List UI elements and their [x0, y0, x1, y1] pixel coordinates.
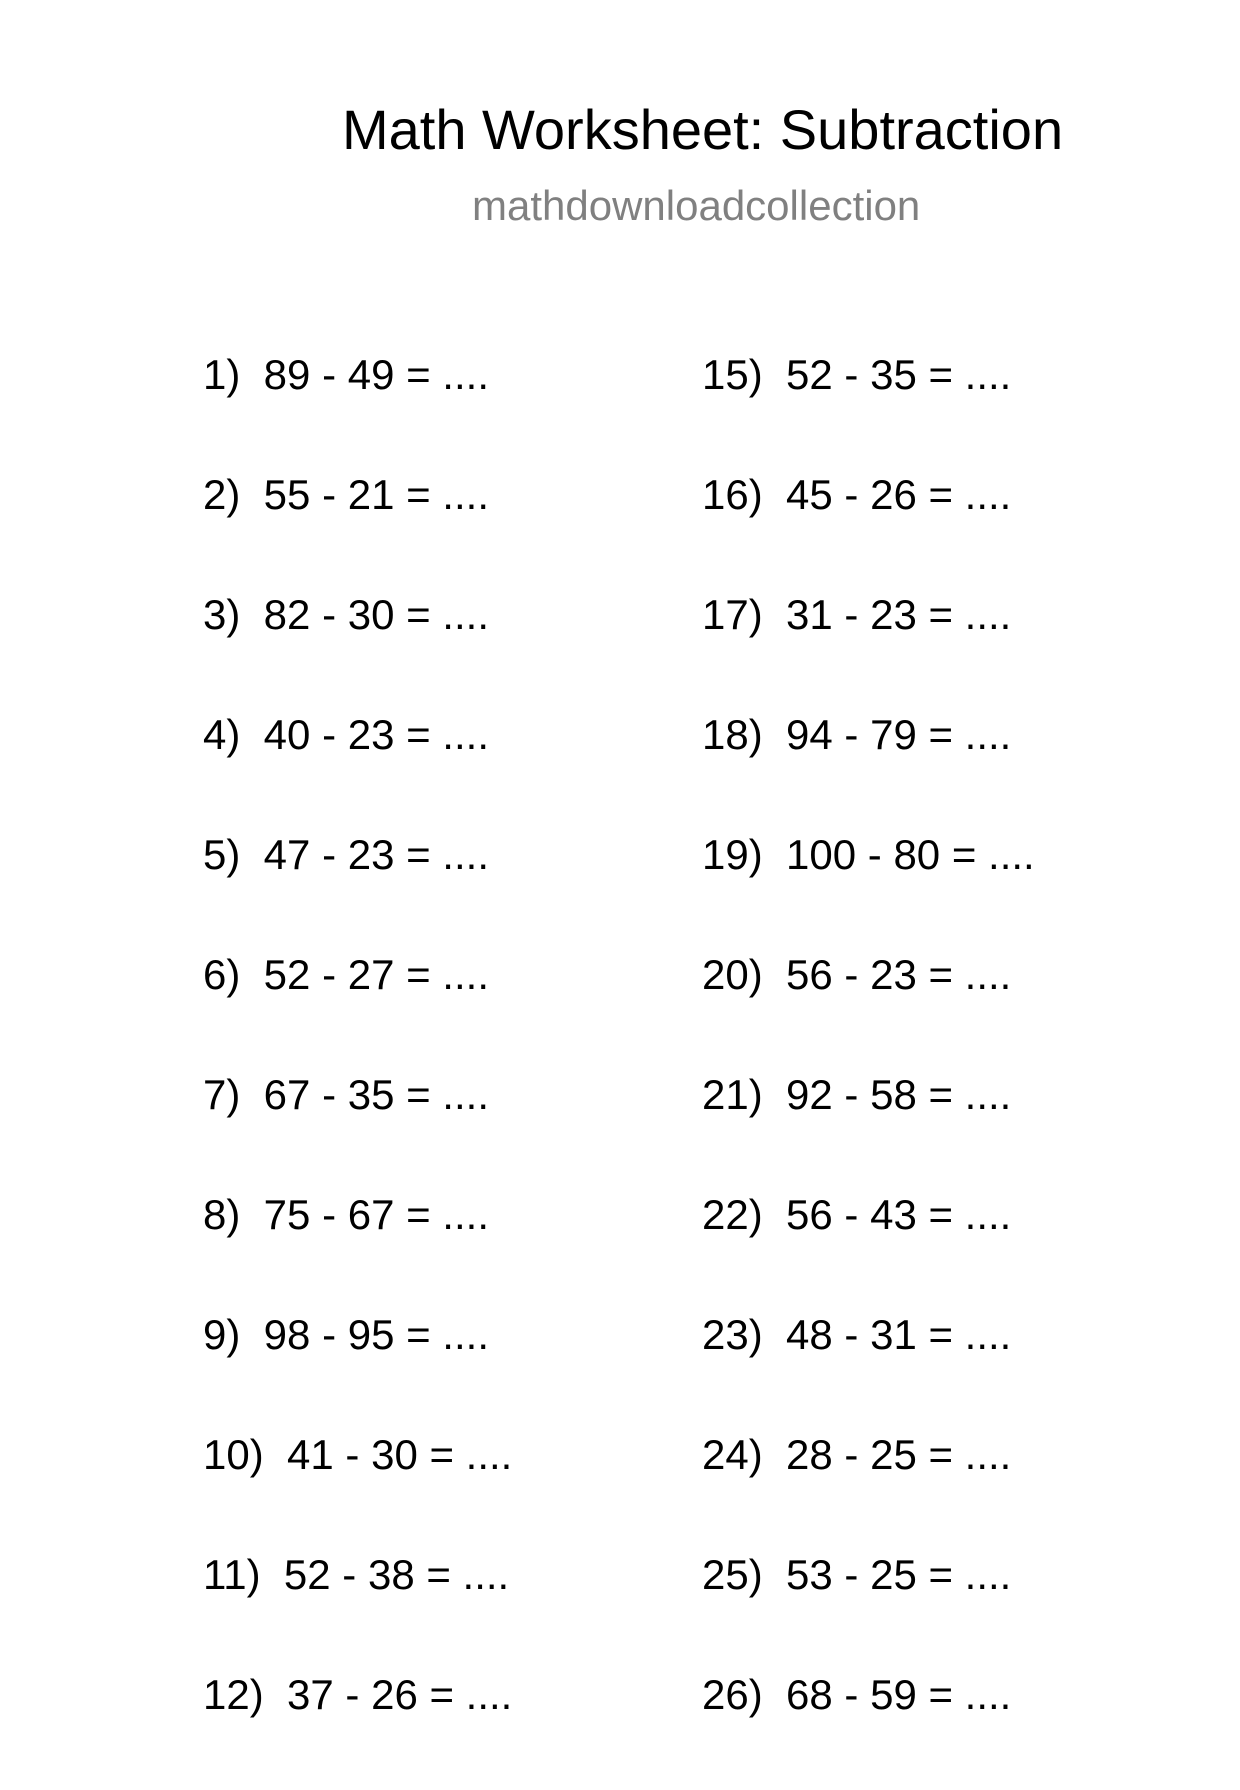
problem-1: 1) 89 - 49 = ....: [203, 351, 489, 398]
problem-list-right: [702, 350, 1035, 1790]
problem-18: 18) 94 - 79 = ....: [702, 711, 1012, 758]
problem-16: 16) 45 - 26 = ....: [702, 471, 1012, 518]
problem-15: 15) 52 - 35 = ....: [702, 351, 1012, 398]
worksheet-title: Math Worksheet: Subtraction: [342, 98, 1064, 161]
problem-6: 6) 52 - 27 = ....: [203, 951, 489, 998]
problem-20: 20) 56 - 23 = ....: [702, 951, 1012, 998]
problem-10: 10) 41 - 30 = ....: [203, 1431, 513, 1478]
problem-17: 17) 31 - 23 = ....: [702, 591, 1012, 638]
problem-19: 19) 100 - 80 = ....: [702, 831, 1035, 878]
problem-2: 2) 55 - 21 = ....: [203, 471, 489, 518]
problem-11: 11) 52 - 38 = ....: [203, 1551, 510, 1598]
problem-12: 12) 37 - 26 = ....: [203, 1671, 513, 1718]
problem-26: 26) 68 - 59 = ....: [702, 1671, 1012, 1718]
problem-4: 4) 40 - 23 = ....: [203, 711, 489, 758]
problem-25: 25) 53 - 25 = ....: [702, 1551, 1012, 1598]
problem-3: 3) 82 - 30 = ....: [203, 591, 489, 638]
problem-23: 23) 48 - 31 = ....: [702, 1311, 1012, 1358]
problem-8: 8) 75 - 67 = ....: [203, 1191, 489, 1238]
problem-7: 7) 67 - 35 = ....: [203, 1071, 489, 1118]
problem-24: 24) 28 - 25 = ....: [702, 1431, 1012, 1478]
problem-list-left: [203, 350, 512, 1790]
problem-22: 22) 56 - 43 = ....: [702, 1191, 1012, 1238]
problem-5: 5) 47 - 23 = ....: [203, 831, 489, 878]
problem-21: 21) 92 - 58 = ....: [702, 1071, 1012, 1118]
worksheet-subtitle: mathdownloadcollection: [472, 182, 921, 229]
problem-9: 9) 98 - 95 = ....: [203, 1311, 489, 1358]
